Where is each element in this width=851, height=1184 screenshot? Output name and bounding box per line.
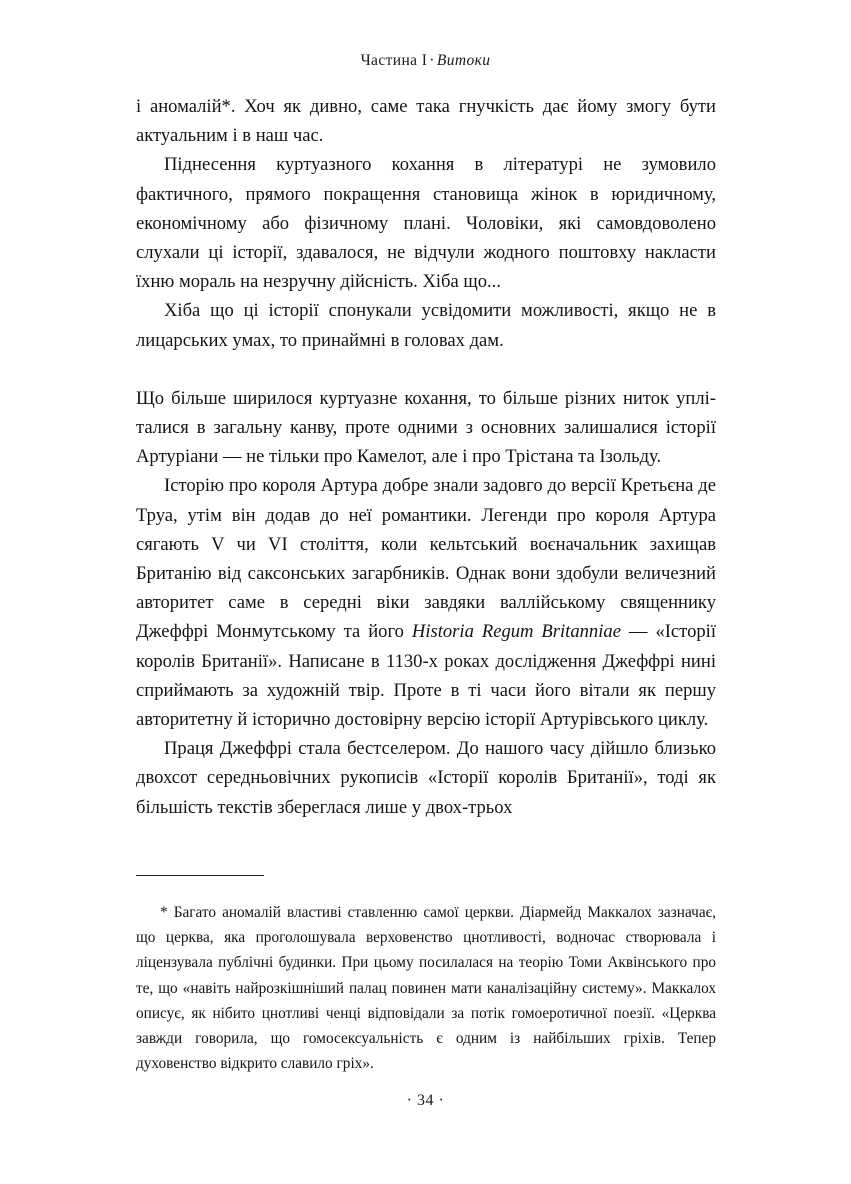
footnote-text [136,900,716,1076]
paragraph-hiba-scho: Хіба що ці історії спонукали усвідомити можливості, якщо не в лицарських умах, то принаймні в головах дам. [136,300,716,351]
running-head [0,52,851,70]
paragraph-courtly-love: Піднесення куртуазного кохання в літературі не зумовило фактичного, прямого покращення становища жінок в юридичному, економічному або фізичному плані. Чоловіки, які самовдоволено слухали ці історії, здавалося, не відчули жодного поштовху накласти їхню мораль на незручну дійсність. Хіба що... [136,154,716,293]
body-text [136,92,716,822]
running-head-separator: · [429,52,435,69]
footnote-marker: * [160,904,168,921]
paragraph-threads: Що більше ширилося куртуазне кохання, то більше різних ниток упліталися в загальну канву, проте одними з основних залишалися історії Артуріани — не тільки про Камелот, але і про Трістана та Ізольду. [136,387,716,468]
page-number: · 34 · [406,1092,445,1109]
paragraph-arthur-history [136,471,716,734]
arthur-text-part-1: Історію про короля Артура добре знали задовго до версії Кретьєна де Труа, утім він додав до неї романтики. Легенди про короля Артура сягають V чи VI століття, коли кельтський воєначальник захищав Британію від саксонських загарбників. Однак вони здобули величезний авторитет саме в середні віки завдяки валлійському священнику Джеффрі Монмутському та його [136,475,716,643]
paragraph-bestseller: Праця Джеффрі стала бестселером. До нашого часу дійшло близько двохсот середньовічних рукописів «Історії королів Британії», тоді як більшість текстів збереглася лише у двох-трьох [136,738,716,818]
footnote-block [136,900,716,1076]
latin-title-historia-regum-britanniae: Historia Regum Britanniae [411,621,621,643]
running-head-chapter: Витоки [436,52,491,69]
footnote-body: Багато аномалій властиві ставленню самої церкви. Діармейд Маккалох зазначає, що церква, яка проголошувала верховенство цнотливості, водночас створювала і ліцензувала публічні будинки. При цьому посилалася на теорію Томи Аквінського про те, що «навіть найрозкішніший палац повинен мати каналізаційну систему». Маккалох описує, як нібито цнотливі ченці відповідали за потік гомоеротичної поезії. «Церква завжди говорила, що гомосексуальність є одним із найбільших гріхів. Тепер духовенство відкрито славило гріх». [136,904,716,1073]
footnote-separator-rule [136,875,264,876]
running-head-part: Частина I [360,52,428,69]
arthur-text-part-2: — «Історії королів Британії». Написане в 1130-х роках дослідження Джеффрі нині сприймають за художній твір. Проте в ті часи його вітали як першу авторитетну й історично достовірну версію історії Артурівського циклу. [136,621,716,731]
paragraph-continued: і аномалій*. Хоч як дивно, саме така гнучкість дає йому змогу бути актуальним і в наш час. [136,96,716,147]
